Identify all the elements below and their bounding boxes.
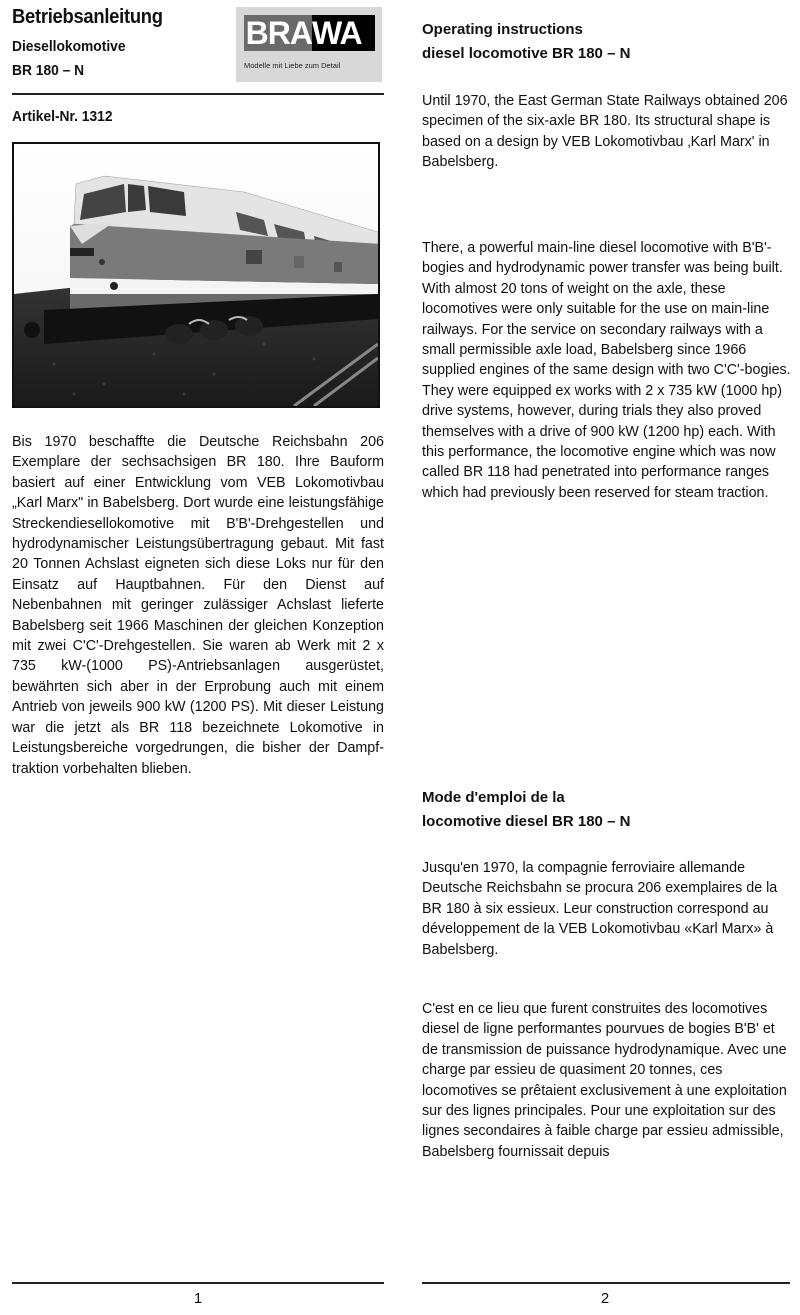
french-heading-line1: Mode d'emploi de la xyxy=(422,789,565,806)
page-number-2: 2 xyxy=(600,1290,610,1307)
english-paragraph-2: There, a powerful main-line diesel locomotive with B'B'-bogies and hydrodynamic power transfer was being built. With almost 20 tons of weight on the axle, these locomotives were only suitable for the use on main-line railways. For the service on secondary railways with a small permissible axle load, Babelsberg since 1966 supplied engines of the same design with two C'C'-bogies. They were equipped ex works with 2 x 735 kW (1000 hp) drive systems, however, during trials they also proved themselves with a drive of 900 kW (1200 hp) each. With this performance, the locomotive engine which was now called BR 118 had penetrated into performance ranges which had previously been reserved for steam traction. xyxy=(422,240,791,501)
english-paragraph-1: Until 1970, the East German State Railways obtained 206 specimen of the six-axle BR 180. Its structural shape is based on a design by VEB Lokomotivbau ‚Karl Marx' in Babelsberg. xyxy=(422,93,788,171)
logo-word-part2: WA xyxy=(312,15,375,51)
page-2 xyxy=(410,0,800,1315)
locomotive-photo xyxy=(12,142,380,408)
document-subtitle: Diesellokomotive xyxy=(12,38,126,55)
logo-word-part1: BRA xyxy=(245,15,312,51)
french-paragraph-2: C'est en ce lieu que furent construites des locomotives diesel de ligne performantes pourvues de bogies B'B' et de transmission de puissance hydrodynamique. Avec une charge par essieu de quasiment 20 tonnes, ces locomotives se prêtaient exclusivement à une exploitation sur des lignes principales. Pour une exploitation sur des lignes secondaires à faible charge par essieu admissible, Babelsberg fournissait depuis xyxy=(422,1001,787,1160)
document-title: Betriebsanleitung xyxy=(12,6,163,28)
locomotive-illustration xyxy=(14,144,378,406)
english-heading xyxy=(422,18,630,66)
footer-divider-left xyxy=(12,1282,384,1284)
model-name: BR 180 – N xyxy=(12,62,85,79)
article-number: Artikel-Nr. 1312 xyxy=(12,108,113,125)
footer-divider-right xyxy=(422,1282,790,1284)
english-heading-line1: Operating instructions xyxy=(422,21,583,38)
logo-tagline: Modelle mit Liebe zum Detail xyxy=(244,61,341,70)
french-heading xyxy=(422,786,630,834)
english-heading-line2: diesel locomotive BR 180 – N xyxy=(422,45,631,62)
brawa-logo xyxy=(236,7,382,82)
page-number-1: 1 xyxy=(193,1290,203,1307)
french-paragraph-1: Jusqu'en 1970, la compagnie ferroviaire allemande Deutsche Reichsbahn se procura 206 exemplaires de la BR 180 à six essieux. Leur construction correspond au développement de la VEB Lokomotivbau «Karl Marx» à Babelsberg. xyxy=(422,860,778,958)
french-heading-line2: locomotive diesel BR 180 – N xyxy=(422,813,631,830)
header-divider xyxy=(12,93,384,95)
german-description: Bis 1970 beschaffte die Deutsche Reichsbahn 206 Exemplare der sechsachsigen BR 180. Ihre Bauform basiert auf einer Entwicklung vom VEB Lokomotivbau „Karl Marx" in Babelsberg. Dort wurde eine leistungsfähige Streckendiesellokomotive mit B'B'-Drehgestellen und hydrodynamischer Leistungsübertragung gebaut. Mit fast 20 Tonnen Achslast eigneten sich diese Loks nur für den Einsatz auf Hauptbahnen. Für den Dienst auf Nebenbahnen mit geringer zulässiger Achslast lieferte Babelsberg seit 1966 Maschinen der gleichen Konzeption mit zwei C'C'-Drehgestellen. Sie waren ab Werk mit 2 x 735 kW-(1000 PS)-Antriebsanlagen ausgerüstet, bewährten sich aber in der Erprobung auch mit einem Antrieb von jeweils 900 kW (1200 PS). Mit dieser Leistung war die jetzt als BR 118 bezeichnete Lokomotive in Leistungsbereiche vorgedrungen, die bisher der Dampftraktion vorbehalten blieben. xyxy=(12,434,384,777)
logo-wordmark xyxy=(244,15,375,51)
